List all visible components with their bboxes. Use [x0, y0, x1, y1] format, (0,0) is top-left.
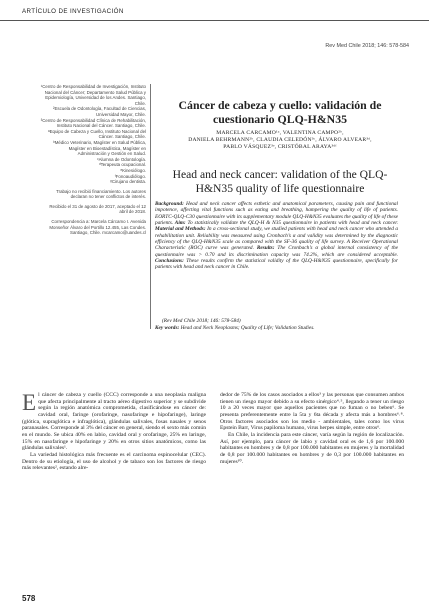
keywords-label: Key words:	[155, 325, 180, 331]
affiliation: ³Centro de Responsabilidad Clínica de Rehabilitación, Instituto Nacional del Cáncer. Santiago, Chile.	[40, 117, 146, 129]
body-paragraph: En Chile, la incidencia para este cáncer, varía según la región de localización. Así, por ejemplo, para cáncer de labio y cavidad oral es de 1,6 por 100.000 habitantes en hombres y de 0,8 por 100.000 habitantes en mujeres y la mortalidad de 0,8 por 100.000 habitantes en hombres y de 0,3 por 100.000 habitantes en mujeres¹⁰.	[220, 431, 404, 465]
correspondence-note: Correspondencia a: Marcela Cárcamo I. Avenida Monseñor Álvaro del Portillo 12.455, Las Condes. Santiago, Chile. mcarcamo@uandes.cl	[49, 219, 146, 236]
keywords	[155, 325, 398, 331]
methods-label: Material and Methods:	[155, 226, 206, 233]
body-paragraph: La variedad histológica más frecuente es el carcinoma espinocelular (CEC). Dentro de su etiología, el uso de alcohol y de tabaco son los factores de riesgo más relevantes², estando alre-	[22, 451, 206, 472]
sidebar-divider	[150, 84, 151, 329]
authors-line: MARCELA CARCAMO¹ᵃ, VALENTINA CAMPO²ᵇ,	[216, 130, 344, 136]
background-label: Background:	[155, 201, 184, 207]
authors-line: DANIELA BEHRMANN²ᵇ, CLAUDIA CELEDÓN³ᶜ, ÁLVARO ALVEAR³ᵈ,	[188, 137, 372, 144]
conclusions-label: Conclusions:	[155, 258, 184, 265]
body-column-right	[220, 392, 404, 465]
body-paragraph: dedor de 75% de los casos asociados a ellos³ y las personas que consumen ambos tienen un riesgo mayor debido a su efecto sinérgico⁴˒⁵, llegando a tener un riesgo 10 a 20 veces mayor que aquellos pacientes que no fuman o no beben⁶. Se presenta preferentemente entre la 5ta y 6ta década y afecta más a hombres⁶˒⁸. Otros factores asociados son los medio - ambientales, tales como los virus Epstein Barr, Virus papiloma humano, virus herpes simple, entre otros⁶.	[220, 392, 404, 432]
authors-line: PABLO VÁSQUEZ³ᵉ, CRISTÓBAL ARAYA³ᵈᶠ	[223, 144, 337, 151]
page-number: 578	[22, 594, 36, 603]
section-label: ARTÍCULO DE INVESTIGACIÓN	[22, 8, 124, 15]
methods-text: In a cross-sectional study, we studied patients with head and neck cancer who attended a rehabilitation unit. Reliability was measured using Cronbach’s α and validity was determined by the diagnostic efficiency of the QLQ-H&N35 scale as compared with the SF-36 quality of life survey. A Receiver Operational Characteristic (ROC) curve was generated.	[155, 226, 398, 252]
abstract	[155, 201, 398, 271]
author-list	[155, 130, 405, 152]
conclusions-text: These results confirm the statistical validity of the QLQ-H&N35 questionnaire, specifically for patients with head and neck cancer in Chile.	[155, 258, 398, 271]
affiliation: ᵃEquipo de Cabeza y Cuello, Instituto Nacional del Cáncer. Santiago, Chile.	[47, 128, 146, 140]
results-label: Results:	[253, 245, 275, 252]
title-english: Head and neck cancer: validation of the QLQ-H&N35 quality of life questionnaire	[172, 168, 388, 195]
affiliation: ²Escuela de Odontología, Facultad de Ciencias, Universidad Mayor, Chile.	[53, 106, 146, 117]
aim-label: Aim:	[173, 220, 186, 227]
drop-cap: E	[22, 390, 37, 415]
journal-reference: Rev Med Chile 2018; 146: 578-584	[325, 43, 409, 49]
title-spanish: Cáncer de cabeza y cuello: validación de cuestionario QLQ-H&N35	[178, 98, 382, 126]
received-note: Recibido el 31 de agosto de 2017, aceptado el 12 abril de 2018.	[49, 203, 146, 215]
affiliation: ᶠFonoaudiólogo.	[114, 173, 146, 179]
affiliation: ᵈTerapeuta ocupacional.	[98, 162, 146, 168]
body-paragraph: l cáncer de cabeza y cuello (CCC) corresponde a una neoplasia maligna que afecta principalmente al tracto aéreo digestivo superior y se subdivide según la región anatómica comprometida, clasificándose en cáncer de: cavidad oral, faringe (orofaringe, nasofaringe e hipofaringe), laringe (glótica, supraglótica e infraglótica), glándulas salivales, fosas nasales y senos paranasales. Corresponde al 3% del cáncer en general, siendo el sexto más común en el mundo. Se ubica 40% en labio, cavidad oral y orofaringe, 25% en laringe, 15% en nasofaringe e hipofaringe y 20% en otros sitios anatómicos, como las glándulas salivales¹.	[22, 392, 206, 452]
affiliation: ᵍCirujano dentista.	[110, 179, 146, 185]
sidebar-notes	[40, 84, 146, 236]
funding-note: Trabajo no recibió financiamiento. Los autores declaran no tener conflictos de interés.	[56, 188, 146, 200]
keywords-text: Head and Neck Neoplasms; Quality of Life; Validation Studies.	[179, 325, 315, 331]
citation: (Rev Med Chile 2018; 146: 578-584)	[162, 318, 241, 324]
aim-text: To statistically validate the QLQ-H & N35 questionnaire in patients with head and neck cancer.	[185, 220, 398, 227]
affiliation: ᵇMédico Veterinario, Magíster en Salud Pública, Magíster en Bioestadística, Magíster en Administración y Gestión en Salud.	[53, 139, 146, 157]
background-text: Head and neck cancer affects esthetic and anatomical parameters, causing pain and functional impotence, affecting vital functions such as eating and breathing, hampering the quality of life of patients. EORTC-QLQ-C30 questionnaire with its supplementary module QLQ-H&N35 evaluates the quality of life of these patients.	[155, 201, 398, 227]
affiliation: ¹Centro de Responsabilidad de Investigación, Instituto Nacional del Cáncer; Departamento Salud Pública y Epidemiología, Universidad de los Andes. Santiago, Chile.	[40, 84, 146, 106]
results-text: The Cronbach’s α global internal consistency of the questionnaire was > 0.70 and its discrimination capacity was 74.2%, which are considered acceptable.	[155, 245, 398, 258]
affiliation: ᶜAlumna de Odontología.	[97, 156, 146, 162]
body-column-left	[22, 392, 206, 472]
affiliation: ᵉKinesiólogo.	[120, 167, 146, 173]
header-divider	[0, 20, 429, 21]
